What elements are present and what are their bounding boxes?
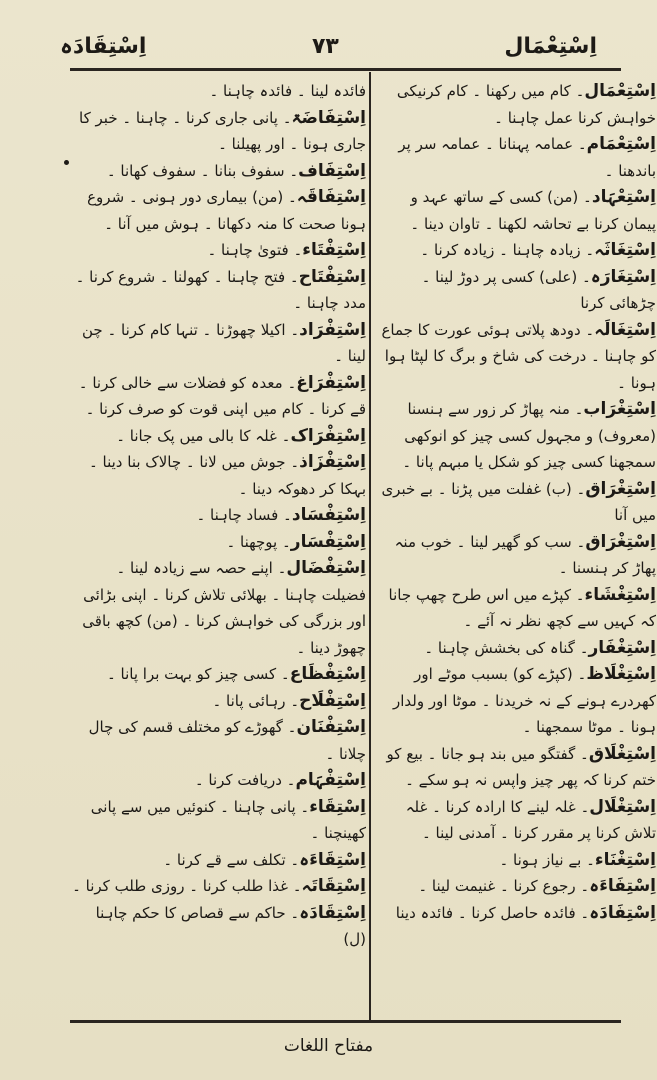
left-column — [72, 78, 366, 1014]
entry-headword: اِسْتِعْہَاد — [591, 187, 656, 207]
entry-definition: ۔ کسی چیز کو بہت برا پانا ۔ — [106, 665, 290, 683]
dictionary-entry — [72, 661, 366, 688]
entry-definition: ۔ فتویٰ چاہنا ۔ — [207, 241, 303, 259]
dictionary-entry — [72, 158, 366, 185]
entry-headword: اِسْتِغْنَاء — [594, 849, 656, 870]
entry-definition: ۔ (ب) غفلت میں پڑنا ۔ بے خبری میں آنا — [381, 479, 656, 524]
dictionary-entry — [72, 767, 366, 794]
entry-definition: ۔ (کپڑے کو) بسبب موٹے اور کھردرے ہونے کے نہ خریدنا ۔ موٹا اور ولدار ہونا ۔ موٹا سمجھنا ۔ — [393, 665, 656, 736]
dictionary-entry — [374, 396, 656, 476]
entry-headword: اِسْتِفْرَاک — [290, 425, 366, 446]
dictionary-entry — [374, 873, 656, 900]
entry-headword: اِسْتِغَارَہ — [590, 266, 656, 287]
dictionary-entry — [374, 847, 656, 874]
entry-definition: ۔ غذا طلب کرنا ۔ روزی طلب کرنا ۔ — [72, 877, 302, 895]
entry-headword: اِسْتِغَاثَہ — [594, 240, 656, 260]
entry-definition: ۔ دریافت کرنا ۔ — [194, 771, 296, 789]
entry-headword: اِسْتِفَاف — [298, 160, 366, 181]
entry-headword: اِسْتِقَاء — [309, 796, 366, 817]
dictionary-entry — [374, 900, 656, 927]
dictionary-entry — [72, 105, 366, 158]
entry-headword: اِسْتِقَادَہ — [299, 902, 366, 923]
entry-headword: اِسْتِفْتَاء — [302, 240, 366, 260]
dictionary-entry — [374, 794, 656, 847]
header-left-word: اِسْتِقَادَہ — [60, 33, 147, 59]
entry-headword: اِسْتِفْہَام — [295, 770, 366, 790]
entry-headword: اِسْتِغْلَال — [589, 796, 656, 817]
entry-headword: اِسْتِعْمَام — [586, 134, 656, 154]
entry-definition: ۔ (من) کسی کے ساتھ عہد و پیمان کرنا بے تحاشہ لکھنا ۔ تاوان دینا ۔ — [410, 188, 656, 233]
entry-headword: اِسْتِغْرَاب — [583, 399, 656, 419]
entry-headword: اِسْتِفَادَہ — [589, 902, 656, 923]
dictionary-entry — [72, 873, 366, 900]
dictionary-entry — [374, 635, 656, 662]
dictionary-entry — [374, 741, 656, 794]
dictionary-entry — [72, 502, 366, 529]
entry-headword: اِسْتِفْنَان — [296, 717, 366, 737]
dictionary-entry — [72, 900, 366, 953]
entry-definition: ۔ فائدہ حاصل کرنا ۔ فائدہ دینا — [395, 903, 590, 922]
entry-definition: ۔ حاکم سے قصاص کا حکم چاہنا (ل) — [95, 903, 366, 948]
entry-definition: ۔ دودھ پلاتی ہوئی عورت کا جماع کو چاہنا ۔ درخت کی شاخ و برگ کا لپٹا ہوا ہونا ۔ — [381, 320, 656, 392]
entry-definition: ۔ کپڑے میں اس طرح چھپ جانا کہ کہیں سے کچھ نظر نہ آئے ۔ — [388, 585, 656, 630]
entry-definition: ۔ فتح چاہنا ۔ کھولنا ۔ شروع کرنا ۔ مدد چاہنا ۔ — [75, 267, 366, 312]
entry-headword: اِسْتِعْمَال — [584, 81, 656, 101]
entry-headword: اِسْتِفْضَال — [286, 558, 366, 578]
dictionary-entry — [72, 688, 366, 715]
entry-definition: ۔ فساد چاہنا ۔ — [196, 506, 292, 524]
page-header — [60, 28, 597, 64]
dictionary-entry — [374, 661, 656, 741]
entry-headword: اِسْتِفَاءَہ — [589, 876, 656, 896]
entry-definition: ۔ تکلف سے قے کرنا ۔ — [163, 850, 300, 869]
column-divider — [369, 72, 371, 1020]
dictionary-entry — [72, 714, 366, 767]
page-number: ۷۳ — [311, 33, 339, 59]
dictionary-entry — [374, 237, 656, 264]
dictionary-entry — [374, 476, 656, 529]
entry-definition: ۔ پانی چاہنا ۔ کنوئیں میں سے پانی کھینچنا ۔ — [90, 797, 366, 842]
entry-definition: ۔ معدہ کو فضلات سے خالی کرنا ۔ قے کرنا ۔ کام میں اپنی قوت کو صرف کرنا ۔ — [78, 373, 366, 418]
entry-definition: ۔ بے نیاز ہونا ۔ — [499, 850, 595, 869]
top-rule — [70, 68, 621, 71]
entry-headword: اِسْتِغْرَاق — [585, 478, 656, 499]
entry-headword: اِسْتِغْفَار — [588, 637, 656, 658]
bottom-rule — [70, 1020, 621, 1023]
entry-definition: فائدہ لینا ۔ فائدہ چاہنا ۔ — [209, 82, 366, 100]
entry-headword: اِسْتِفْسَاد — [291, 505, 366, 525]
dictionary-entry — [72, 264, 366, 317]
dictionary-entry — [374, 184, 656, 237]
entry-headword: اِسْتِفْلَاح — [299, 690, 366, 711]
dictionary-entry — [72, 847, 366, 874]
dictionary-entry — [72, 184, 366, 237]
entry-definition: ۔ غلہ کا بالی میں پک جانا ۔ — [116, 426, 291, 445]
dictionary-entry — [72, 794, 366, 847]
dictionary-entry — [374, 582, 656, 635]
dictionary-entry — [374, 264, 656, 317]
entry-definition: ۔ عمامہ پہنانا ۔ عمامہ سر پر باندھنا ۔ — [398, 135, 656, 180]
entry-definition: ۔ (من) بیماری دور ہونی ۔ شروع ہونا صحت کا منہ دکھانا ۔ ہوش میں آنا ۔ — [87, 188, 366, 233]
dictionary-entry — [374, 529, 656, 582]
entry-definition: ۔ رجوع کرنا ۔ غنیمت لینا ۔ — [418, 877, 590, 895]
entry-definition: ۔ گھوڑے کو مختلف قسم کی چال چلانا ۔ — [88, 718, 366, 763]
entry-headword: اِسْتِغْلَاق — [588, 743, 656, 764]
entry-definition: ۔ (علی) کسی پر دوڑ لینا ۔ چڑھائی کرنا — [421, 267, 656, 312]
entry-headword: اِسْتِفَاضَۃ — [291, 107, 366, 128]
entry-definition: ۔ کام میں رکھنا ۔ کام کرنیکی خواہش کرنا عمل چاہنا ۔ — [396, 82, 656, 127]
dictionary-entry — [72, 555, 366, 661]
entry-definition: ۔ گفتگو میں بند ہو جانا ۔ بیع کو ختم کرنا کہ پھر چیز واپس نہ ہو سکے ۔ — [386, 744, 656, 789]
entry-headword: اِسْتِقَاءَہ — [299, 849, 366, 870]
dictionary-entry — [72, 317, 366, 370]
entry-definition: ۔ پانی جاری کرنا ۔ چاہنا ۔ خبر کا جاری ہونا ۔ اور پھیلنا ۔ — [79, 108, 366, 153]
entry-definition: ۔ رہائی پانا ۔ — [212, 691, 300, 710]
dictionary-entry — [72, 237, 366, 264]
dictionary-entry — [374, 78, 656, 131]
dictionary-entry — [72, 78, 366, 105]
entry-headword: اِسْتِفْزَاذ — [299, 452, 366, 472]
dictionary-entry — [72, 449, 366, 502]
ink-dot — [64, 160, 69, 165]
entry-definition: ۔ اکیلا چھوڑنا ۔ تنہا کام کرنا ۔ چن لینا ۔ — [82, 320, 366, 365]
entry-headword: اِسْتِقَاتَہ — [301, 876, 366, 896]
entry-headword: اِسْتِفْسَار — [290, 531, 366, 552]
footer-title: مفتاح اللغات — [283, 1036, 374, 1056]
entry-definition: ۔ غلہ لینے کا ارادہ کرنا ۔ غلہ تلاش کرنا پر مقرر کرنا ۔ آمدنی لینا ۔ — [405, 797, 656, 842]
dictionary-entry — [374, 131, 656, 184]
entry-definition: ۔ جوش میں لانا ۔ چالاک بنا دینا ۔ بہکا کر دھوکہ دینا ۔ — [88, 453, 366, 498]
header-right-word: اِسْتِعْمَال — [504, 33, 597, 59]
entry-headword: اِسْتِفْرَاد — [299, 319, 366, 340]
right-column — [374, 78, 656, 1014]
dictionary-entry — [72, 529, 366, 556]
entry-headword: اِسْتِفَاقَہ — [296, 187, 366, 207]
entry-definition: ۔ سفوف بنانا ۔ سفوف کھانا ۔ — [106, 161, 299, 180]
dictionary-entry — [72, 423, 366, 450]
dictionary-entry — [72, 370, 366, 423]
entry-headword: اِسْتِغْلَاظ — [586, 664, 656, 684]
entry-headword: اِسْتِفْظَاع — [289, 664, 366, 684]
entry-definition: ۔ پوچھنا ۔ — [226, 532, 291, 551]
entry-headword: اِسْتِفْرَاغ — [296, 372, 366, 393]
entry-headword: اِسْتِغْرَاق — [585, 531, 656, 552]
entry-headword: اِسْتِغَالَہ — [594, 319, 656, 340]
entry-definition: ۔ زیادہ چاہنا ۔ زیادہ کرنا ۔ — [420, 241, 595, 259]
entry-definition: ۔ اپنے حصہ سے زیادہ لینا ۔ فضیلت چاہنا ۔ بھلائی تلاش کرنا ۔ اپنی بڑائی اور بزرگی کی خواہش کرنا ۔ (من) کچھ باقی چھوڑ دینا ۔ — [82, 559, 366, 657]
entry-definition: ۔ گناہ کی بخشش چاہنا ۔ — [424, 638, 589, 657]
entry-definition: ۔ منہ پھاڑ کر زور سے ہنسنا (معروف) و مجہول کسی چیز کو انوکھی سمجھنا کسی چیز کو شکل یا مبہم پانا ۔ — [402, 400, 656, 471]
entry-headword: اِسْتِغْشَاء — [584, 584, 656, 605]
entry-headword: اِسْتِفْتَاح — [298, 266, 366, 287]
dictionary-entry — [374, 317, 656, 397]
entry-definition: ۔ سب کو گھیر لینا ۔ خوب منہ پھاڑ کر ہنسنا ۔ — [394, 532, 656, 577]
